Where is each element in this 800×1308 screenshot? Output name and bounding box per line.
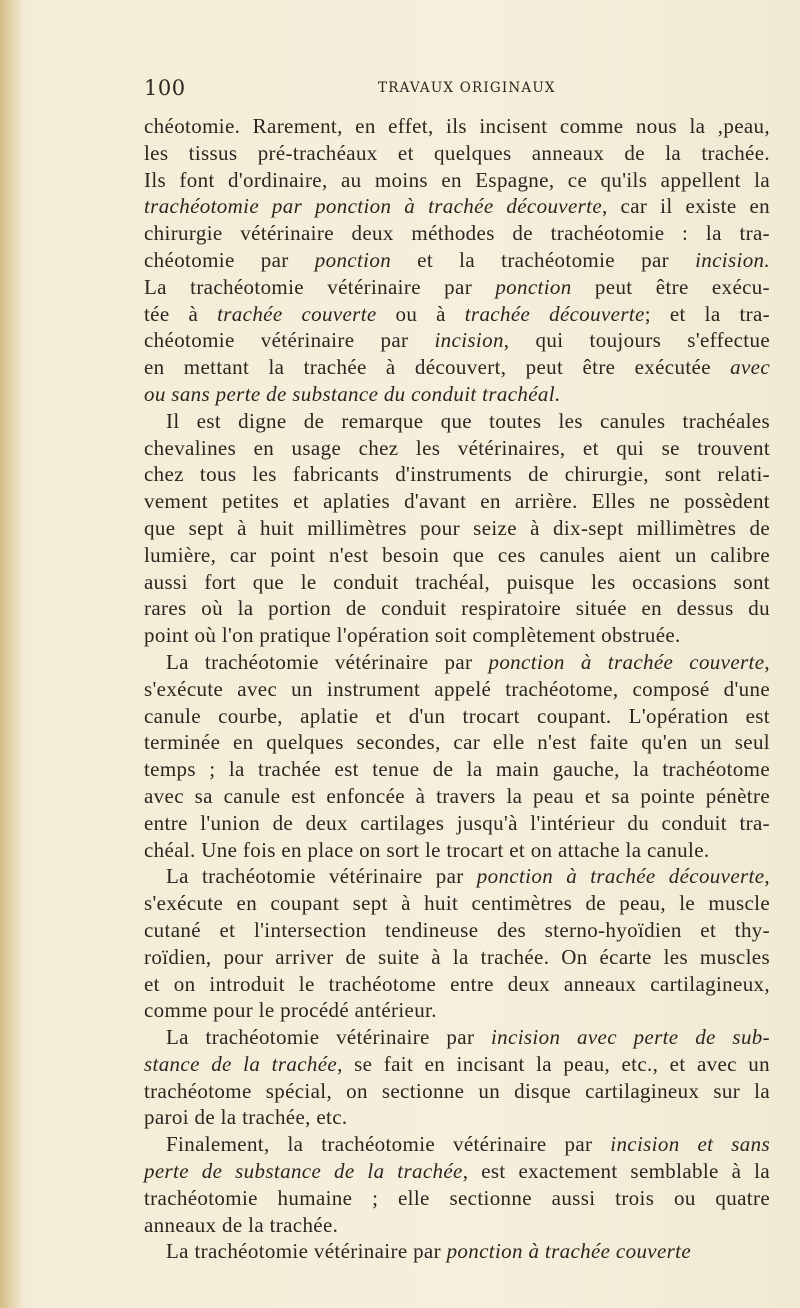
italic-text-segment: ponction à trachée couverte	[488, 649, 765, 674]
text-segment: chez tous les fabricants d'instruments de chirurgie, sont relati-	[144, 462, 770, 487]
text-line	[144, 944, 770, 971]
italic-text-segment: stance de la trachée	[144, 1051, 338, 1076]
text-line	[144, 622, 770, 649]
text-segment: tée à	[144, 301, 218, 326]
text-line	[144, 220, 770, 247]
italic-text-segment: ou sans perte de substance du conduit trachéal.	[144, 381, 561, 406]
text-line	[144, 649, 770, 676]
text-segment: les tissus pré-trachéaux et quelques anneaux de la trachée.	[144, 140, 770, 165]
text-line	[144, 408, 770, 435]
text-segment: paroi de la trachée, etc.	[144, 1105, 348, 1130]
text-segment: aussi fort que le conduit trachéal, puisque les occasions sont	[144, 569, 770, 594]
text-line	[144, 381, 770, 408]
text-line	[144, 140, 770, 167]
text-segment: anneaux de la trachée.	[144, 1212, 339, 1237]
text-segment: point où l'on pratique l'opération soit complètement obstruée.	[144, 623, 681, 648]
text-line	[144, 327, 770, 354]
text-line	[144, 247, 770, 274]
text-segment: cutané et l'intersection tendineuse des sterno-hyoïdien et thy-	[144, 917, 770, 942]
text-segment: La trachéotomie vétérinaire par	[166, 1025, 491, 1050]
text-line	[144, 1212, 770, 1239]
text-segment: et on introduit le trachéotome entre deux anneaux cartilagineux,	[144, 971, 770, 996]
text-segment: s'exécute en coupant sept à huit centimètres de peau, le muscle	[144, 891, 770, 916]
text-line	[144, 461, 770, 488]
text-segment: ; et la tra-	[644, 301, 770, 326]
text-line	[144, 676, 770, 703]
italic-text-segment: incision.	[695, 247, 770, 272]
italic-text-segment: incision et sans	[610, 1132, 770, 1157]
text-segment: lumière, car point n'est besoin que ces canules aient un calibre	[144, 542, 770, 567]
text-segment: ou à	[376, 301, 465, 326]
page-gutter-shadow	[0, 0, 22, 1308]
text-line	[144, 1131, 770, 1158]
text-segment: , qui toujours s'effectue	[503, 328, 770, 353]
text-line	[144, 595, 770, 622]
text-segment: et la trachéotomie par	[391, 247, 696, 272]
text-segment: Finalement, la trachéotomie vétérinaire par	[166, 1132, 611, 1157]
text-line	[144, 193, 770, 220]
text-segment: , se fait en incisant la peau, etc., et avec un	[337, 1051, 770, 1076]
text-line	[144, 515, 770, 542]
text-line	[144, 1158, 770, 1185]
text-line	[144, 997, 770, 1024]
italic-text-segment: trachéotomie par ponction à trachée découverte	[144, 194, 603, 219]
text-line	[144, 301, 770, 328]
text-segment: chéotomie vétérinaire par	[144, 328, 435, 353]
text-segment: Il est digne de remarque que toutes les canules trachéales	[166, 408, 770, 433]
text-line	[144, 890, 770, 917]
text-segment: temps ; la trachée est tenue de la main gauche, la trachéotome	[144, 757, 770, 782]
text-segment: ,	[764, 649, 770, 674]
text-segment: ,	[764, 864, 770, 889]
text-line	[144, 756, 770, 783]
text-line	[144, 274, 770, 301]
text-segment: s'exécute avec un instrument appelé trachéotome, composé d'une	[144, 676, 770, 701]
text-line	[144, 167, 770, 194]
text-segment: comme pour le procédé antérieur.	[144, 998, 437, 1023]
italic-text-segment: perte de substance de la trachée	[144, 1159, 463, 1184]
italic-text-segment: ponction	[314, 247, 392, 272]
text-line	[144, 971, 770, 998]
page-header	[144, 76, 770, 102]
body-text	[144, 113, 770, 1265]
text-segment: La trachéotomie vétérinaire par	[166, 649, 489, 674]
text-segment: , car il existe en	[602, 194, 770, 219]
text-line	[144, 113, 770, 140]
text-line	[144, 917, 770, 944]
running-title: TRAVAUX ORIGINAUX	[378, 80, 556, 96]
text-line	[144, 488, 770, 515]
text-segment: trachéotome spécial, on sectionne un disque cartilagineux sur la	[144, 1078, 770, 1103]
text-segment: , est exactement semblable à la	[462, 1159, 770, 1184]
italic-text-segment: ponction à trachée découverte	[476, 864, 765, 889]
text-segment: peut être exécu-	[571, 274, 770, 299]
text-line	[144, 863, 770, 890]
italic-text-segment: incision avec perte de sub-	[491, 1025, 770, 1050]
text-segment: chirurgie vétérinaire deux méthodes de trachéotomie : la tra-	[144, 221, 770, 246]
text-line	[144, 435, 770, 462]
text-line	[144, 729, 770, 756]
text-line	[144, 569, 770, 596]
text-segment: chéotomie par	[144, 247, 315, 272]
text-line	[144, 703, 770, 730]
text-segment: La trachéotomie vétérinaire par	[166, 864, 477, 889]
text-segment: vement petites et aplaties d'avant en arrière. Elles ne possèdent	[144, 489, 770, 514]
text-line	[144, 1024, 770, 1051]
italic-text-segment: incision	[434, 328, 504, 353]
text-line	[144, 1185, 770, 1212]
text-segment: en mettant la trachée à découvert, peut être exécutée	[144, 355, 731, 380]
page-number: 100	[144, 76, 186, 100]
text-segment: roïdien, pour arriver de suite à la trachée. On écarte les muscles	[144, 944, 770, 969]
text-segment: chevalines en usage chez les vétérinaires, et qui se trouvent	[144, 435, 770, 460]
italic-text-segment: ponction à trachée couverte	[446, 1239, 692, 1264]
italic-text-segment: avec	[730, 355, 770, 380]
text-line	[144, 542, 770, 569]
text-segment: avec sa canule est enfoncée à travers la peau et sa pointe pénètre	[144, 783, 770, 808]
text-segment: trachéotomie humaine ; elle sectionne aussi trois ou quatre	[144, 1185, 770, 1210]
text-segment: chéal. Une fois en place on sort le trocart et on attache la canule.	[144, 837, 710, 862]
text-segment: canule courbe, aplatie et d'un trocart coupant. L'opération est	[144, 703, 770, 728]
text-line	[144, 1238, 770, 1265]
text-line	[144, 783, 770, 810]
text-line	[144, 1078, 770, 1105]
text-segment: chéotomie. Rarement, en effet, ils incisent comme nous la ,peau,	[144, 114, 770, 138]
text-segment: La trachéotomie vétérinaire par	[144, 274, 496, 299]
italic-text-segment: trachée couverte	[217, 301, 377, 326]
text-line	[144, 837, 770, 864]
text-segment: entre l'union de deux cartilages jusqu'à l'intérieur du conduit tra-	[144, 810, 770, 835]
italic-text-segment: trachée découverte	[464, 301, 645, 326]
italic-text-segment: ponction	[495, 274, 572, 299]
text-segment: terminée en quelques secondes, car elle n'est faite qu'en un seul	[144, 730, 770, 755]
text-line	[144, 1051, 770, 1078]
text-segment: que sept à huit millimètres pour seize à dix-sept millimètres de	[144, 515, 770, 540]
text-line	[144, 354, 770, 381]
text-line	[144, 1104, 770, 1131]
text-segment: Ils font d'ordinaire, au moins en Espagne, ce qu'ils appellent la	[144, 167, 770, 192]
text-segment: La trachéotomie vétérinaire par	[166, 1239, 447, 1264]
text-segment: rares où la portion de conduit respiratoire située en dessus du	[144, 596, 770, 621]
text-line	[144, 810, 770, 837]
